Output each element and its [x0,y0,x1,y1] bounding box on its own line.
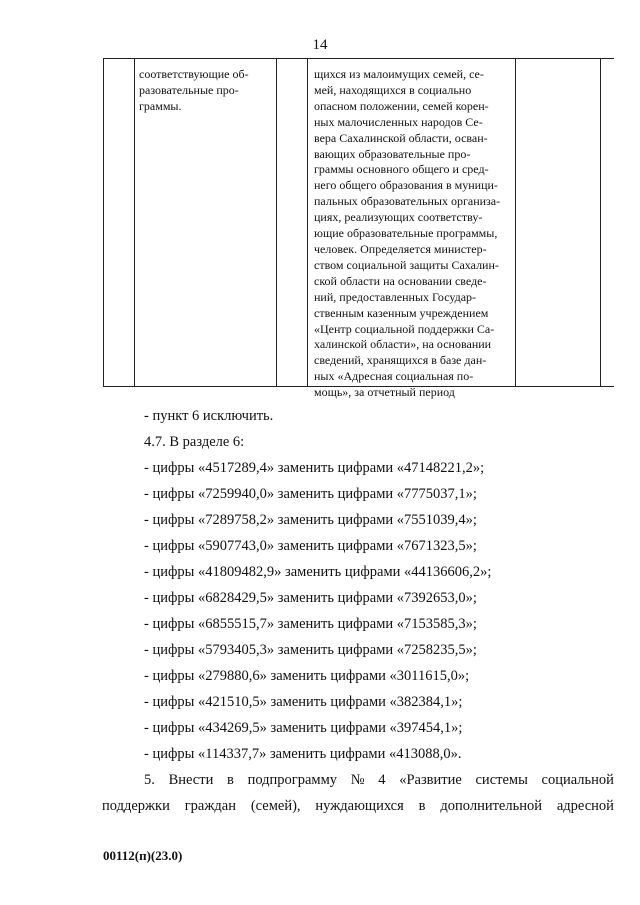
word: в [227,772,234,788]
table-divider [515,59,516,386]
amendment-item: - цифры «7259940,0» заменить цифрами «7775037,1»; [144,486,477,502]
word: в [418,798,426,814]
cell-line: ний, предоставленных Государ- [314,289,477,304]
table-divider [307,59,308,386]
cell-line: ных малочисленных народов Се- [314,114,483,129]
amendment-item: - цифры «5793405,3» заменить цифрами «7258235,5»; [144,642,477,658]
word: дополнительной [440,798,542,814]
cell-line: ством социальной защиты Сахалин- [314,257,499,272]
word: Внести [168,772,214,788]
cell-line: щихся из малоимущих семей, се- [314,67,484,81]
word: адресной [556,798,614,814]
amendment-item: - цифры «6828429,5» заменить цифрами «7392653,0»; [144,590,477,606]
amendment-item: - цифры «5907743,0» заменить цифрами «7671323,5»; [144,538,477,554]
word: граждан [184,798,236,814]
amendment-item: - цифры «6855515,7» заменить цифрами «7153585,3»; [144,616,477,632]
word: системы [475,772,528,788]
cell-line: граммы. [139,98,182,113]
cell-line: мощь», за отчетный период [314,385,455,400]
word: подпрограмму [247,772,338,788]
word: 4 [378,772,386,788]
amendment-item: - цифры «434269,5» заменить цифрами «397454,1»; [144,720,463,736]
cell-line: халинской области», на основании [314,337,492,352]
amendment-item: - цифры «41809482,9» заменить цифрами «44136606,2»; [144,564,492,580]
table-cell-indicator [314,67,514,401]
document-code: 00112(п)(23.0) [103,848,183,863]
cell-line: человек. Определяется министер- [314,241,487,256]
amendment-item: - цифры «7289758,2» заменить цифрами «7551039,4»; [144,512,477,528]
word: 5. [144,772,155,788]
word: (семей), [250,798,301,814]
page-number: 14 [312,37,328,53]
cell-line: ющие образовательные программы, [314,226,498,241]
word: «Развитие [399,772,462,788]
body-line: - пункт 6 исключить. [144,408,274,424]
cell-line: пальных образовательных организа- [314,194,501,209]
cell-line: ственным казенным учреждением [314,305,489,320]
section-heading: 4.7. В разделе 6: [144,434,245,450]
table-divider [134,59,135,386]
cell-line: ской области на основании сведе- [314,273,487,288]
cell-line: «Центр социальной поддержки Са- [314,321,495,336]
paragraph-line [102,772,614,789]
word: социальной [541,772,614,788]
cell-line: соответствующие об- [139,67,249,81]
cell-line: вера Сахалинской области, осван- [314,130,488,145]
cell-line: мей, находящихся в социально [314,82,472,97]
table-cell-description [139,67,273,115]
paragraph [102,772,614,815]
table-divider [276,59,277,386]
cell-line: граммы основного общего и сред- [314,162,489,177]
amendment-item: - цифры «421510,5» заменить цифрами «382384,1»; [144,694,463,710]
table-divider [600,59,601,386]
cell-line: разовательные про- [139,82,239,97]
amendment-item: - цифры «114337,7» заменить цифрами «413088,0». [144,746,462,762]
word: № [350,772,365,788]
data-table [103,58,614,400]
cell-line: него общего образования в муници- [314,178,498,193]
paragraph-line [102,798,614,815]
cell-line: циях, реализующих соответству- [314,210,483,225]
cell-line: сведений, хранящихся в базе дан- [314,353,487,368]
word: нуждающихся [315,798,404,814]
cell-line: опасном положении, семей корен- [314,98,489,113]
amendment-item: - цифры «4517289,4» заменить цифрами «47148221,2»; [144,460,485,476]
cell-line: вающих образовательные про- [314,146,471,161]
word: поддержки [102,798,170,814]
amendment-item: - цифры «279880,6» заменить цифрами «3011615,0»; [144,668,470,684]
cell-line: ных «Адресная социальная по- [314,369,474,384]
